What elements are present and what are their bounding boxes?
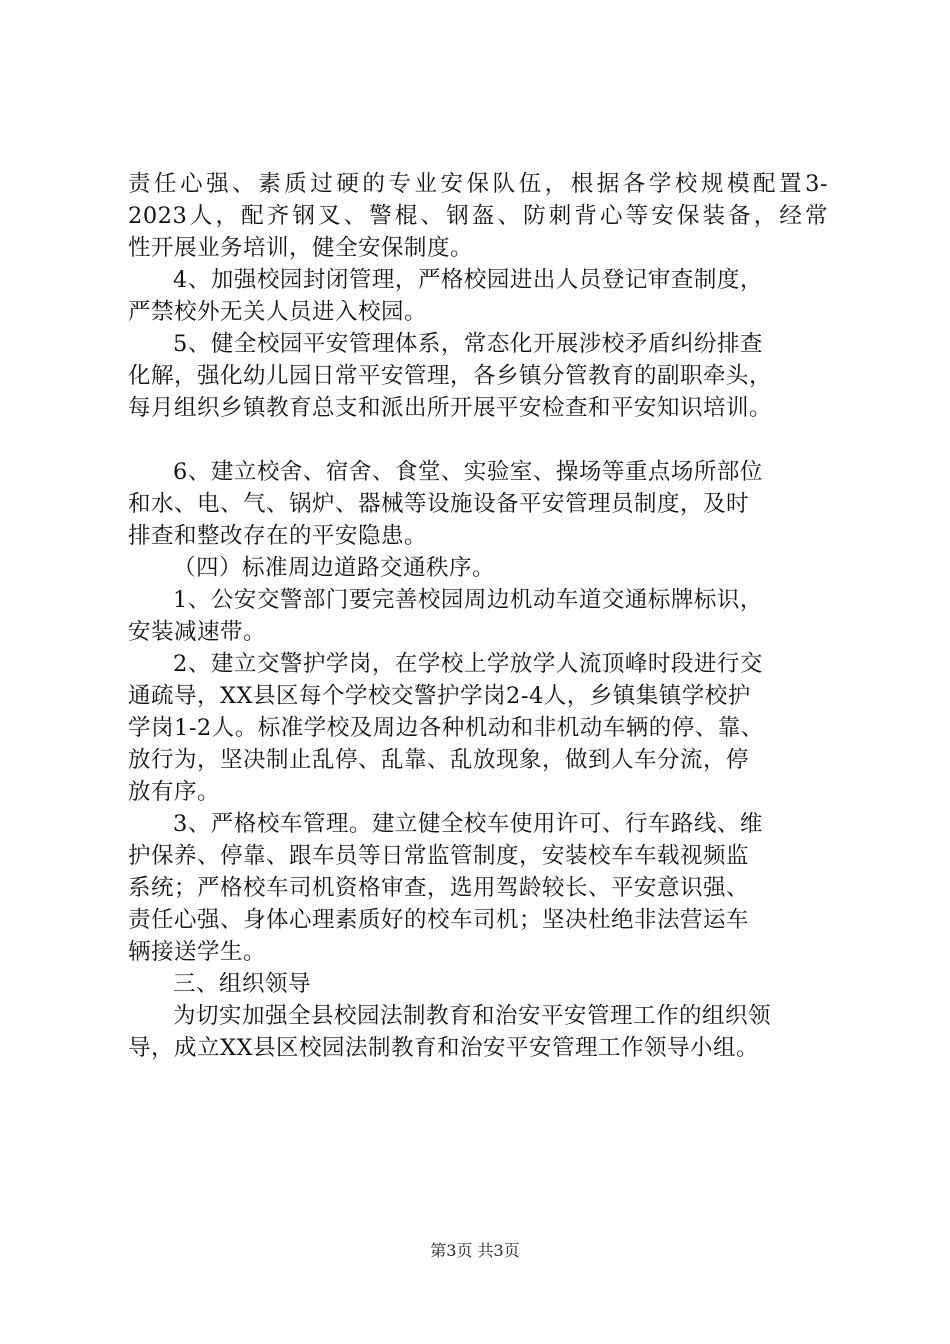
text-line: 性开展业务培训，健全安保制度。	[128, 235, 474, 261]
text-line: 责任心强、素质过硬的专业安保队伍，根据各学校规模配置3-	[128, 171, 828, 197]
text-line: 辆接送学生。	[128, 939, 267, 965]
text-line: 排查和整改存在的平安隐患。	[128, 523, 428, 549]
section-heading: （四）标准周边道路交通秩序。	[173, 555, 496, 581]
text-line: 为切实加强全县校园法制教育和治安平安管理工作的组织领	[173, 1003, 772, 1029]
text-line: 化解，强化幼儿园日常平安管理，各乡镇分管教育的副职牵头，	[128, 363, 773, 389]
text-line: 3、严格校车管理。建立健全校车使用许可、行车路线、维	[173, 811, 763, 837]
section-heading: 三、组织领导	[173, 971, 312, 997]
text-line: 和水、电、气、锅炉、器械等设施设备平安管理员制度，及时	[128, 491, 750, 517]
text-line: 4、加强校园封闭管理，严格校园进出人员登记审查制度，	[173, 267, 763, 293]
text-line: 每月组织乡镇教育总支和派出所开展平安检查和平安知识培训。	[128, 395, 773, 421]
text-line: 导，成立XX县区校园法制教育和治安平安管理工作领导小组。	[128, 1035, 760, 1061]
text-line: 护保养、停靠、跟车员等日常监管制度，安装校车车载视频监	[128, 843, 750, 869]
page-number-footer: 第3页 共3页	[430, 1241, 520, 1260]
text-line: 2、建立交警护学岗，在学校上学放学人流顶峰时段进行交	[173, 651, 763, 677]
text-line: 学岗1-2人。标准学校及周边各种机动和非机动车辆的停、靠、	[128, 715, 764, 741]
text-line: 放行为，坚决制止乱停、乱靠、乱放现象，做到人车分流，停	[128, 747, 750, 773]
text-line: 安装减速带。	[128, 619, 267, 645]
document-body	[128, 168, 828, 1064]
text-line: 严禁校外无关人员进入校园。	[128, 299, 428, 325]
text-line: 通疏导，XX县区每个学校交警护学岗2-4人，乡镇集镇学校护	[128, 683, 751, 709]
text-line: 系统；严格校车司机资格审查，选用驾龄较长、平安意识强、	[128, 875, 750, 901]
text-line: 5、健全校园平安管理体系，常态化开展涉校矛盾纠纷排查	[173, 331, 763, 357]
text-line: 6、建立校舍、宿舍、食堂、实验室、操场等重点场所部位	[173, 459, 763, 485]
text-line: 责任心强、身体心理素质好的校车司机；坚决杜绝非法营运车	[128, 907, 750, 933]
paragraph-gap	[128, 424, 828, 456]
text-line: 1、公安交警部门要完善校园周边机动车道交通标牌标识，	[173, 587, 763, 613]
text-line: 放有序。	[128, 779, 221, 805]
text-line: 2023人，配齐钢叉、警棍、钢盔、防刺背心等安保装备，经常	[128, 203, 828, 229]
